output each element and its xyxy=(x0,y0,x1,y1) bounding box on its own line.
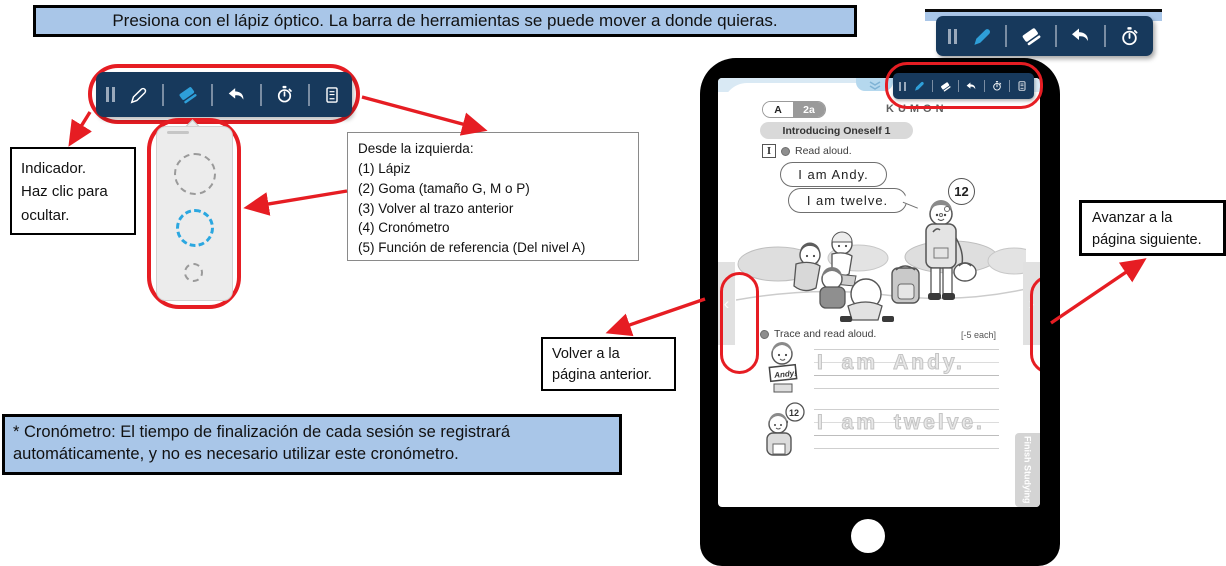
instruction-row-2 xyxy=(760,328,876,340)
drag-handle-icon[interactable] xyxy=(106,87,115,102)
instruction-row-1 xyxy=(762,144,852,158)
pen-icon[interactable] xyxy=(127,84,149,106)
tablet-screen xyxy=(718,78,1040,507)
eraser-size-small-option[interactable] xyxy=(184,263,203,282)
legend-title: Desde la izquierda: xyxy=(358,141,474,156)
indicator-note-line2: Haz clic para ocultar. xyxy=(21,183,108,224)
legend-item: (5) Función de referencia (Del nivel A) xyxy=(358,240,586,256)
prev-tab-highlight-ellipse xyxy=(720,272,759,374)
kumon-logo: KUMON xyxy=(886,103,948,115)
pen-icon[interactable] xyxy=(969,24,994,49)
next-page-note-text: Avanzar a la página siguiente. xyxy=(1092,210,1202,248)
previous-page-note-text: Volver a la página anterior. xyxy=(552,346,652,384)
thought-bubble-12: 12 xyxy=(948,178,975,205)
previous-page-note-box xyxy=(541,337,676,391)
eraser-size-large-option[interactable] xyxy=(174,153,216,195)
level-page-pill xyxy=(762,101,826,118)
timer-note-banner xyxy=(2,414,622,475)
trace-text-row2: I am twelve. xyxy=(817,411,985,434)
eraser-icon[interactable] xyxy=(176,83,199,106)
trace-text-row1: I am Andy. xyxy=(817,351,965,374)
trace-row2-bubble-text: 12 xyxy=(789,408,800,418)
thought-dot xyxy=(939,213,943,217)
chevron-right-icon: › xyxy=(1028,293,1035,313)
annotated-toolbar xyxy=(96,72,352,117)
stopwatch-icon[interactable] xyxy=(1118,25,1141,48)
divider xyxy=(308,84,310,106)
speech-bubble-2: I am twelve. xyxy=(788,188,907,213)
tablet-device xyxy=(700,58,1060,566)
divider xyxy=(260,84,262,106)
instruction-text: Trace and read aloud. xyxy=(774,328,877,340)
eraser-size-medium-option[interactable] xyxy=(176,209,214,247)
toolbar-legend-box xyxy=(347,132,639,261)
top-note-banner xyxy=(33,5,857,37)
speech-bubble-1: I am Andy. xyxy=(780,162,887,187)
arrow-to-next-note xyxy=(1051,262,1141,323)
next-page-note-box xyxy=(1079,200,1226,256)
panel-handle[interactable] xyxy=(167,131,189,134)
top-note-text: Presiona con el lápiz óptico. La barra de herramientas se puede mover a donde quieras. xyxy=(112,11,778,30)
trace-guides-row2[interactable] xyxy=(814,409,999,455)
double-chevron-down-icon xyxy=(867,80,883,90)
trace-row1-character xyxy=(762,342,804,398)
next-tab-highlight-ellipse xyxy=(1030,275,1040,374)
arrow-to-indicator-note xyxy=(72,112,90,141)
trace-row2-character xyxy=(762,400,808,458)
finish-studying-tab[interactable]: Finish Studying xyxy=(1015,433,1040,507)
level-label: A xyxy=(763,102,793,117)
drag-handle-icon[interactable] xyxy=(948,29,957,44)
undo-icon[interactable] xyxy=(226,84,248,106)
divider xyxy=(1005,25,1007,47)
legend-item: (2) Goma (tamaño G, M o P) xyxy=(358,180,530,196)
thought-dot xyxy=(944,206,950,212)
reference-book-icon[interactable] xyxy=(322,85,342,105)
divider xyxy=(162,84,164,106)
arrow-to-legend-box xyxy=(362,97,481,129)
audio-icon xyxy=(760,330,769,339)
stopwatch-icon[interactable] xyxy=(274,84,295,105)
home-button[interactable] xyxy=(851,519,885,553)
trace-row1-sign-text: Andy! xyxy=(773,368,798,380)
page-label: 2a xyxy=(793,102,825,117)
trace-guides-row1[interactable] xyxy=(814,349,999,395)
timer-note-text: * Cronómetro: El tiempo de finalización de cada sesión se registrará automáticamente, y no es necesario utilizar este cronómetro. xyxy=(13,423,511,463)
indicator-note-line1: Indicador. xyxy=(21,160,87,177)
divider xyxy=(1055,25,1057,47)
audio-icon xyxy=(781,147,790,156)
legend-item: (4) Cronómetro xyxy=(358,220,450,236)
chevron-left-icon: ‹ xyxy=(723,293,730,313)
floating-toolbar-large xyxy=(936,16,1153,56)
score-note: [-5 each] xyxy=(961,330,997,340)
divider xyxy=(211,84,213,106)
instruction-text: Read aloud. xyxy=(795,145,852,157)
arrow-to-eraser-panel xyxy=(250,191,347,207)
worksheet-illustration xyxy=(736,158,1026,330)
tablet-toolbar-highlight-ellipse xyxy=(885,62,1043,109)
indicator-note-box xyxy=(10,147,136,235)
divider xyxy=(1104,25,1106,47)
eraser-size-panel xyxy=(156,126,233,301)
eraser-icon[interactable] xyxy=(1019,24,1043,48)
section-numeral: I xyxy=(762,144,776,158)
arrow-to-previous-note xyxy=(612,299,705,331)
undo-icon[interactable] xyxy=(1069,24,1093,48)
legend-item: (1) Lápiz xyxy=(358,160,411,176)
worksheet-title: Introducing Oneself 1 xyxy=(760,122,913,139)
legend-item: (3) Volver al trazo anterior xyxy=(358,200,514,216)
